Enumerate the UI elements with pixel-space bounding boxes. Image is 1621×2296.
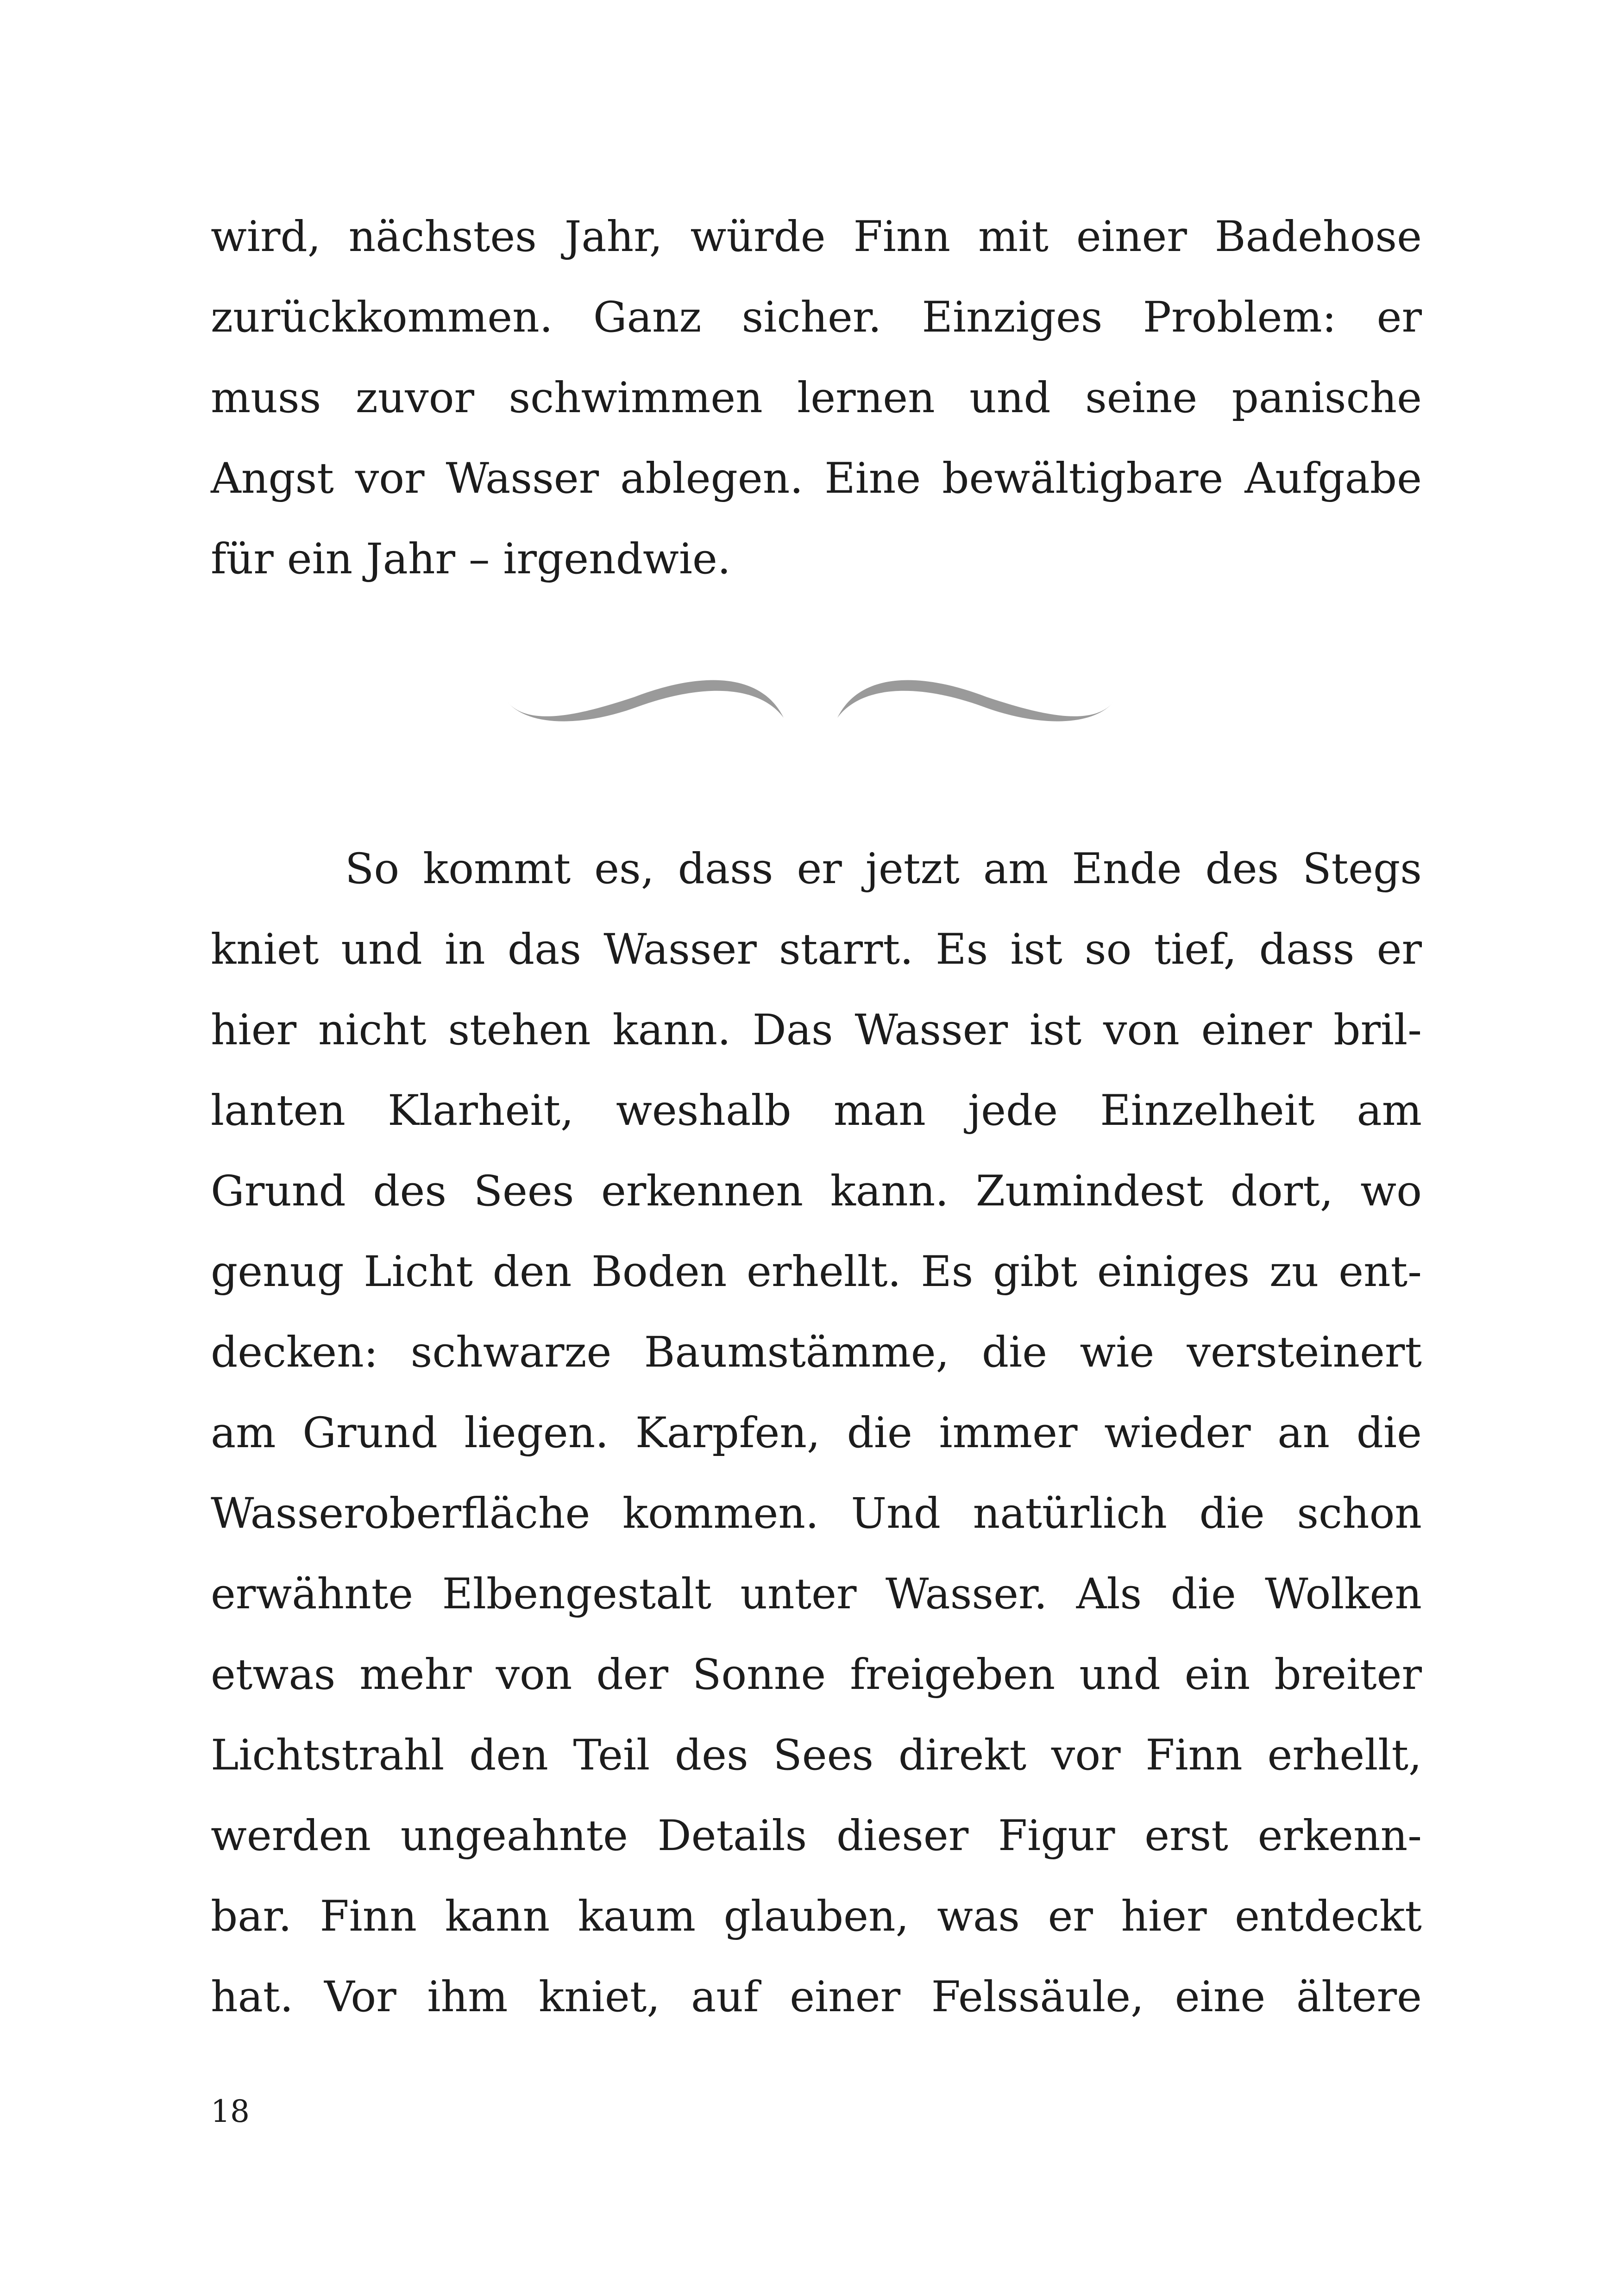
text-line: kniet und in das Wasser starrt. Es ist so tief, dass er [211,925,1422,974]
text-line: etwas mehr von der Sonne freigeben und ein breiter [211,1650,1422,1699]
text-line: für ein Jahr – irgendwie. [211,535,731,583]
text-line: So kommt es, dass er jetzt am Ende des Stegs [345,845,1422,893]
text-line: Angst vor Wasser ablegen. Eine bewältigbare Aufgabe [211,454,1422,503]
page-number: 18 [211,2094,250,2129]
text-line: hier nicht stehen kann. Das Wasser ist von einer bril- [211,1006,1422,1054]
text-line: werden ungeahnte Details dieser Figur erst erkenn- [211,1812,1422,1860]
text-line: genug Licht den Boden erhellt. Es gibt einiges zu ent- [211,1248,1422,1296]
text-line: hat. Vor ihm kniet, auf einer Felssäule, eine ältere [211,1973,1422,2021]
wave-divider-icon [500,658,1121,736]
text-line: wird, nächstes Jahr, würde Finn mit einer Badehose [211,213,1422,261]
wave-divider-right-stroke [837,680,1114,721]
text-line: zurückkommen. Ganz sicher. Einziges Problem: er [211,293,1422,342]
text-line: Grund des Sees erkennen kann. Zumindest dort, wo [211,1167,1422,1216]
text-line: decken: schwarze Baumstämme, die wie versteinert [211,1328,1422,1377]
text-line: am Grund liegen. Karpfen, die immer wieder an die [211,1409,1422,1457]
text-line: lanten Klarheit, weshalb man jede Einzelheit am [211,1086,1422,1135]
text-line: Wasseroberfläche kommen. Und natürlich die schon [211,1489,1422,1538]
wave-divider-left-stroke [507,680,784,721]
text-line: Lichtstrahl den Teil des Sees direkt vor Finn erhellt, [211,1731,1422,1780]
text-line: erwähnte Elbengestalt unter Wasser. Als die Wolken [211,1570,1422,1618]
text-line: bar. Finn kann kaum glauben, was er hier entdeckt [211,1892,1422,1941]
text-line: muss zuvor schwimmen lernen und seine panische [211,374,1422,422]
paragraph-2 [211,829,1422,2038]
paragraph-1 [211,197,1422,600]
